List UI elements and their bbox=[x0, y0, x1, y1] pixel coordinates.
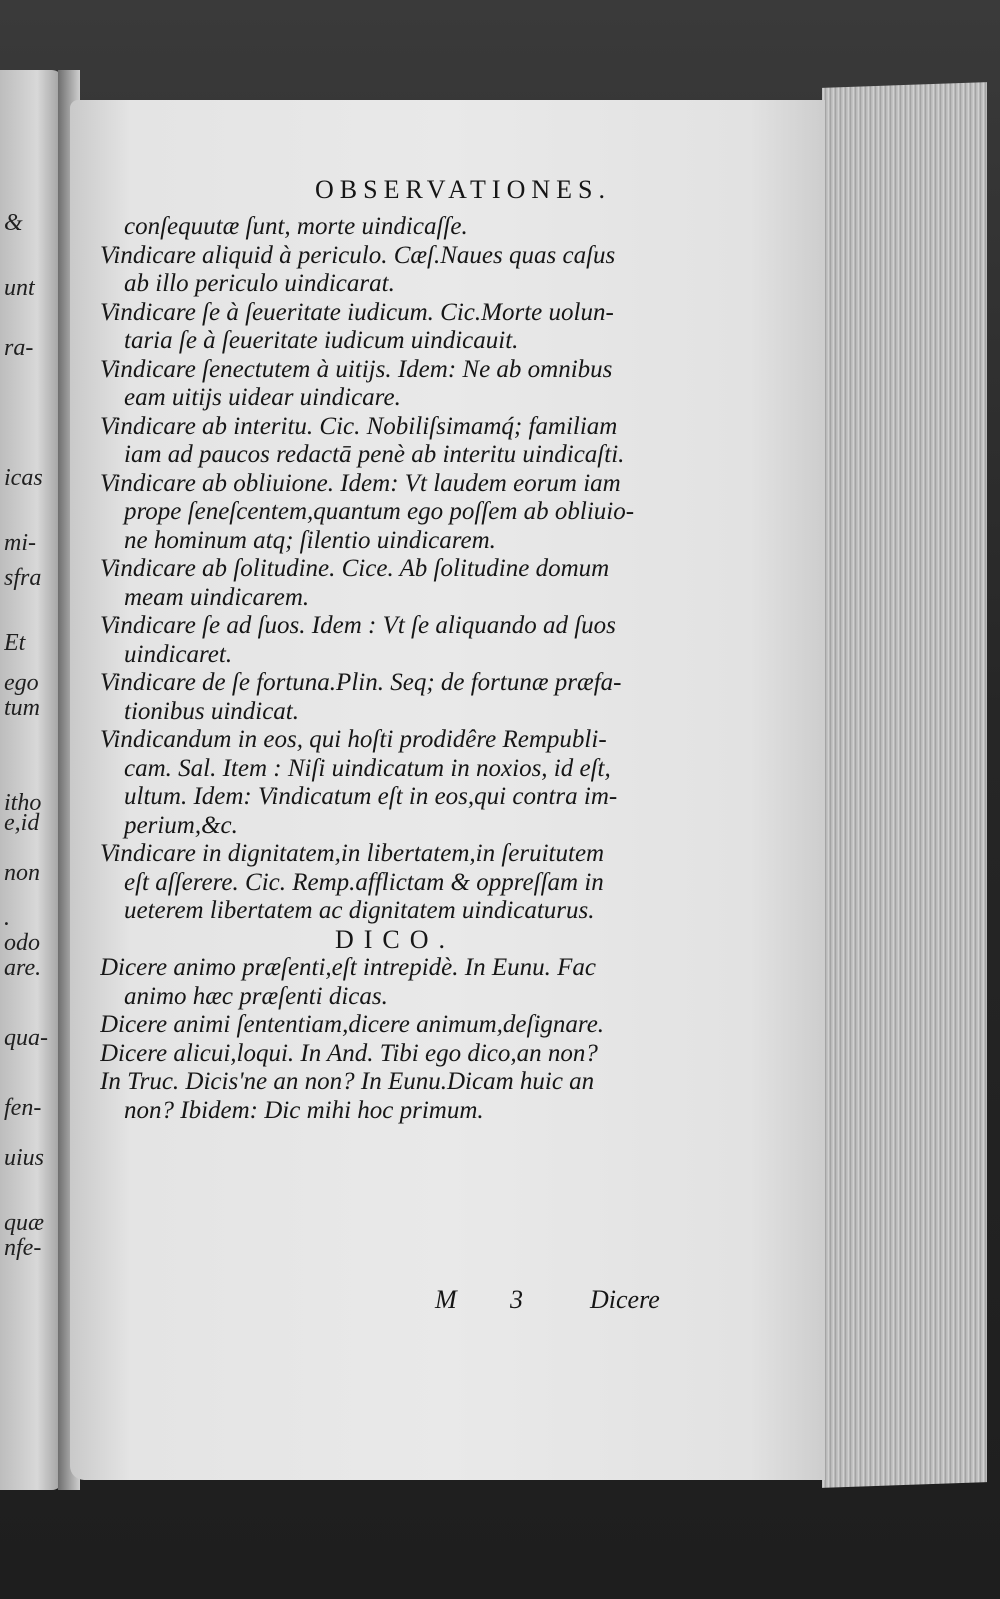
text-line: ab illo periculo uindicarat. bbox=[124, 270, 395, 297]
left-page-fragment: nfe- bbox=[4, 1235, 42, 1261]
left-page-fragment: icas bbox=[4, 465, 43, 491]
text-line: prope ſeneſcentem,quantum ego poſſem ab obliuio- bbox=[124, 498, 635, 525]
text-line: In Truc. Dicis'ne an non? In Eunu.Dicam huic an bbox=[100, 1068, 595, 1095]
text-line: animo hæc præſenti dicas. bbox=[124, 982, 388, 1010]
text-line: conſequutæ ſunt, morte uindicaſſe. bbox=[124, 213, 468, 240]
text-line: Vindicare ſe à ſeueritate iudicum. Cic.Morte uolun- bbox=[100, 298, 614, 326]
left-page-fragment: itho bbox=[4, 790, 42, 816]
text-line: ne hominum atq; ſilentio uindicarem. bbox=[124, 526, 496, 554]
text-line: cam. Sal. Item : Niſi uindicatum in noxios, id eſt, bbox=[124, 754, 611, 782]
text-line: ueterem libertatem ac dignitatem uindicaturus. bbox=[124, 897, 595, 924]
left-page-fragment: non bbox=[4, 860, 40, 886]
left-page-fragment: mi- bbox=[4, 530, 36, 556]
left-page-fragment: ego bbox=[4, 670, 39, 696]
text-line: taria ſe à ſeueritate iudicum uindicauit. bbox=[124, 327, 519, 354]
left-page-fragment: fen- bbox=[4, 1095, 42, 1121]
text-block bbox=[100, 213, 690, 1125]
signature-number: 3 bbox=[510, 1285, 523, 1314]
text-line: Vindicare aliquid à periculo. Cæſ.Naues quas caſus bbox=[100, 241, 616, 269]
text-line: Vindicare in dignitatem,in libertatem,in ſeruitutem bbox=[100, 840, 605, 867]
text-line: ultum. Idem: Vindicatum eſt in eos,qui contra im- bbox=[124, 783, 618, 810]
catchword: Dicere bbox=[590, 1285, 660, 1314]
left-page-fragment: qua- bbox=[4, 1025, 48, 1051]
text-line: Vindicare de ſe fortuna.Plin. Seq; de fortunæ præfa- bbox=[100, 669, 622, 696]
text-line: Vindicare ſenectutem à uitijs. Idem: Ne ab omnibus bbox=[100, 355, 613, 383]
left-page-fragment: odo bbox=[4, 930, 40, 956]
text-line: meam uindicarem. bbox=[124, 583, 310, 611]
left-page-fragment: quæ bbox=[4, 1210, 45, 1236]
signature-mark: M bbox=[435, 1285, 457, 1314]
left-page-fragment: ra- bbox=[4, 335, 34, 361]
left-page-fragment: sfra bbox=[4, 565, 42, 591]
left-page-fragment: unt bbox=[4, 275, 35, 301]
text-line: eam uitijs uidear uindicare. bbox=[124, 384, 401, 411]
text-line: Vindicare ab interitu. Cic. Nobiliſsimamq́; familiam bbox=[100, 412, 618, 440]
text-line: Dicere animo præſenti,eſt intrepidè. In Eunu. Fac bbox=[100, 954, 596, 981]
text-line: uindicaret. bbox=[124, 640, 233, 668]
text-line: Dicere alicui,loqui. In And. Tibi ego dico,an non? bbox=[100, 1039, 598, 1067]
left-page-fragment: uius bbox=[4, 1145, 45, 1171]
page-edges bbox=[822, 82, 987, 1488]
left-page-fragment: Et bbox=[4, 630, 26, 656]
text-line: Vindicare ſe ad ſuos. Idem : Vt ſe aliquando ad ſuos bbox=[100, 612, 616, 639]
left-page-fragment: & bbox=[4, 210, 23, 236]
text-line: Vindicandum in eos, qui hoſti prodidêre Rempubli- bbox=[100, 726, 607, 753]
left-page-fragment: tum bbox=[4, 695, 40, 721]
text-line: Vindicare ab ſolitudine. Cice. Ab ſolitudine domum bbox=[100, 555, 610, 582]
text-line: non? Ibidem: Dic mihi hoc primum. bbox=[124, 1096, 484, 1124]
text-line: eſt aſſerere. Cic. Remp.afflictam & oppreſſam in bbox=[124, 868, 604, 896]
section-heading: DICO. bbox=[334, 925, 456, 954]
running-header: OBSERVATIONES. bbox=[315, 175, 611, 204]
text-line: perium,&c. bbox=[124, 811, 238, 839]
left-page-fragment: e,id bbox=[4, 810, 40, 836]
left-page-fragment: are. bbox=[4, 955, 42, 981]
text-line: iam ad paucos redactā penè ab interitu uindicaſti. bbox=[124, 441, 625, 468]
left-page-fragment: . bbox=[4, 905, 10, 931]
text-line: Vindicare ab obliuione. Idem: Vt laudem eorum iam bbox=[100, 469, 621, 497]
text-line: Dicere animi ſententiam,dicere animum,deſignare. bbox=[100, 1011, 605, 1038]
page-footer bbox=[435, 1285, 780, 1315]
text-line: tionibus uindicat. bbox=[124, 697, 299, 725]
left-page bbox=[0, 70, 62, 1490]
